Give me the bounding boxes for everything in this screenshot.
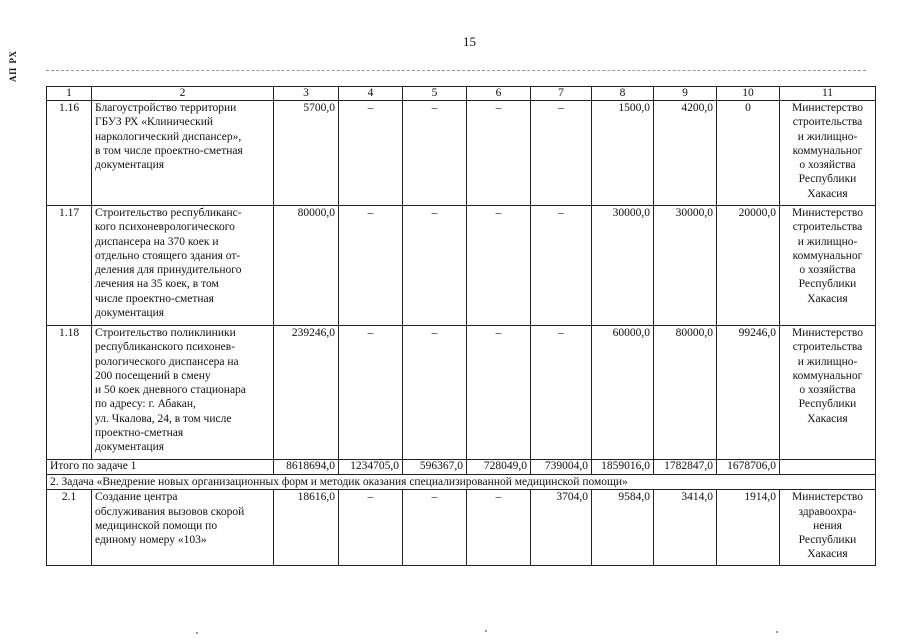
year-amount: – <box>467 101 531 206</box>
executor-line: строительства <box>792 341 863 354</box>
year-amount: 0 <box>717 101 780 206</box>
executor-line: Хакасия <box>807 292 848 305</box>
empty-cell <box>780 460 876 475</box>
activity-description <box>92 101 274 206</box>
year-amount: – <box>531 326 592 460</box>
header-cell: 1 <box>47 87 92 101</box>
description-line: диспансера на 370 коек и <box>95 235 219 248</box>
total-value: 596367,0 <box>403 460 467 475</box>
year-amount: 3704,0 <box>531 490 592 566</box>
year-amount: 3414,0 <box>654 490 717 566</box>
activity-description <box>92 206 274 326</box>
executor-line: о хозяйства <box>799 159 856 172</box>
description-line: документация <box>95 159 165 172</box>
total-value: 728049,0 <box>467 460 531 475</box>
page-number: 15 <box>463 34 476 49</box>
year-amount: – <box>403 490 467 566</box>
year-amount: – <box>339 326 403 460</box>
task-heading-row <box>47 475 876 490</box>
description-line: республиканского психонев- <box>95 341 236 354</box>
year-amount: 30000,0 <box>592 206 654 326</box>
year-amount: 9584,0 <box>592 490 654 566</box>
executor-line: Министерство <box>792 207 863 219</box>
row-number: 1.18 <box>47 326 92 460</box>
description-line: Строительство поликлиники <box>95 327 236 339</box>
executor-line: строительства <box>792 116 863 129</box>
executor-line: нения <box>813 519 842 532</box>
row-number: 1.17 <box>47 206 92 326</box>
task-total-row <box>47 460 876 475</box>
executor-line: Министерство <box>792 102 863 114</box>
description-line: деления для принудительного <box>95 264 242 277</box>
header-cell: 10 <box>717 87 780 101</box>
description-line: 200 посещений в смену <box>95 369 211 382</box>
year-amount: 1914,0 <box>717 490 780 566</box>
year-amount: 30000,0 <box>654 206 717 326</box>
executor-line: здравоохра- <box>798 505 857 518</box>
description-line: Благоустройство территории <box>95 102 237 114</box>
total-value: 1782847,0 <box>654 460 717 475</box>
year-amount: – <box>467 206 531 326</box>
year-amount: 60000,0 <box>592 326 654 460</box>
executor <box>780 326 876 460</box>
description-line: Создание центра <box>95 491 178 504</box>
description-line: медицинской помощи по <box>95 519 218 532</box>
side-document-code: АП РХ <box>8 50 18 83</box>
header-cell: 4 <box>339 87 403 101</box>
header-cell: 8 <box>592 87 654 101</box>
description-line: рологического диспансера на <box>95 355 239 368</box>
year-amount: – <box>403 101 467 206</box>
table-row <box>47 326 876 460</box>
header-cell: 3 <box>274 87 339 101</box>
description-line: по адресу: г. Абакан, <box>95 398 196 411</box>
column-number-header-row <box>47 87 876 101</box>
header-cell: 5 <box>403 87 467 101</box>
row-number: 1.16 <box>47 101 92 206</box>
total-value: 739004,0 <box>531 460 592 475</box>
executor-line: Хакасия <box>807 412 848 425</box>
activity-description <box>92 490 274 566</box>
total-value: 1678706,0 <box>717 460 780 475</box>
description-line: проектно-сметная <box>95 427 184 440</box>
program-activities-table <box>46 86 876 566</box>
description-line: и 50 коек дневного стационара <box>95 384 246 397</box>
executor <box>780 101 876 206</box>
description-line: числе проектно-сметная <box>95 292 214 305</box>
description-line: кого психоневрологического <box>95 221 235 234</box>
executor-line: и жилищно- <box>797 130 858 143</box>
description-line: обслуживания вызовов скорой <box>95 505 245 518</box>
year-amount: – <box>339 206 403 326</box>
executor-line: Республики <box>798 278 857 291</box>
year-amount: 80000,0 <box>654 326 717 460</box>
executor <box>780 490 876 566</box>
description-line: отдельно стоящего здания от- <box>95 249 241 262</box>
year-amount: – <box>467 326 531 460</box>
description-line: Строительство республиканс- <box>95 207 242 219</box>
year-amount: 4200,0 <box>654 101 717 206</box>
total-amount: 18616,0 <box>274 490 339 566</box>
description-line: лечения на 35 коек, в том <box>95 278 219 291</box>
executor-line: и жилищно- <box>797 235 858 248</box>
executor <box>780 206 876 326</box>
executor-line: коммунальног <box>792 369 863 382</box>
description-line: ГБУЗ РХ «Клинический <box>95 116 214 129</box>
total-amount: 239246,0 <box>274 326 339 460</box>
executor-line: коммунальног <box>792 249 863 262</box>
executor-line: Министерство <box>792 491 863 504</box>
year-amount: – <box>531 101 592 206</box>
executor-line: Министерство <box>792 327 863 339</box>
executor-line: о хозяйства <box>799 384 856 397</box>
header-cell: 11 <box>780 87 876 101</box>
executor-line: Хакасия <box>807 187 848 200</box>
activity-description <box>92 326 274 460</box>
year-amount: – <box>339 101 403 206</box>
description-line: в том числе проектно-сметная <box>95 144 243 157</box>
year-amount: 99246,0 <box>717 326 780 460</box>
row-number: 2.1 <box>47 490 92 566</box>
total-value: 1859016,0 <box>592 460 654 475</box>
table-row <box>47 101 876 206</box>
executor-line: Хакасия <box>807 548 848 561</box>
year-amount: – <box>531 206 592 326</box>
executor-line: коммунальног <box>792 144 863 157</box>
header-cell: 7 <box>531 87 592 101</box>
description-line: единому номеру «103» <box>95 534 207 547</box>
executor-line: о хозяйства <box>799 264 856 277</box>
year-amount: – <box>403 206 467 326</box>
description-line: наркологический диспансер», <box>95 130 242 143</box>
executor-line: Республики <box>798 534 857 547</box>
year-amount: – <box>339 490 403 566</box>
header-cell: 6 <box>467 87 531 101</box>
total-amount: 5700,0 <box>274 101 339 206</box>
description-line: документация <box>95 441 165 454</box>
year-amount: 1500,0 <box>592 101 654 206</box>
header-cell: 9 <box>654 87 717 101</box>
executor-line: Республики <box>798 173 857 186</box>
description-line: документация <box>95 307 165 320</box>
year-amount: – <box>403 326 467 460</box>
task-total-label: Итого по задаче 1 <box>47 460 274 475</box>
year-amount: – <box>467 490 531 566</box>
executor-line: строительства <box>792 221 863 234</box>
table-row <box>47 490 876 566</box>
top-separator-line <box>46 70 866 71</box>
total-amount: 80000,0 <box>274 206 339 326</box>
description-line: ул. Чкалова, 24, в том числе <box>95 412 232 425</box>
year-amount: 20000,0 <box>717 206 780 326</box>
header-cell: 2 <box>92 87 274 101</box>
table-row <box>47 206 876 326</box>
executor-line: и жилищно- <box>797 355 858 368</box>
total-value: 1234705,0 <box>339 460 403 475</box>
total-value: 8618694,0 <box>274 460 339 475</box>
executor-line: Республики <box>798 398 857 411</box>
task-2-title: 2. Задача «Внедрение новых организационных форм и методик оказания специализированной медицинской помощи» <box>47 475 876 490</box>
